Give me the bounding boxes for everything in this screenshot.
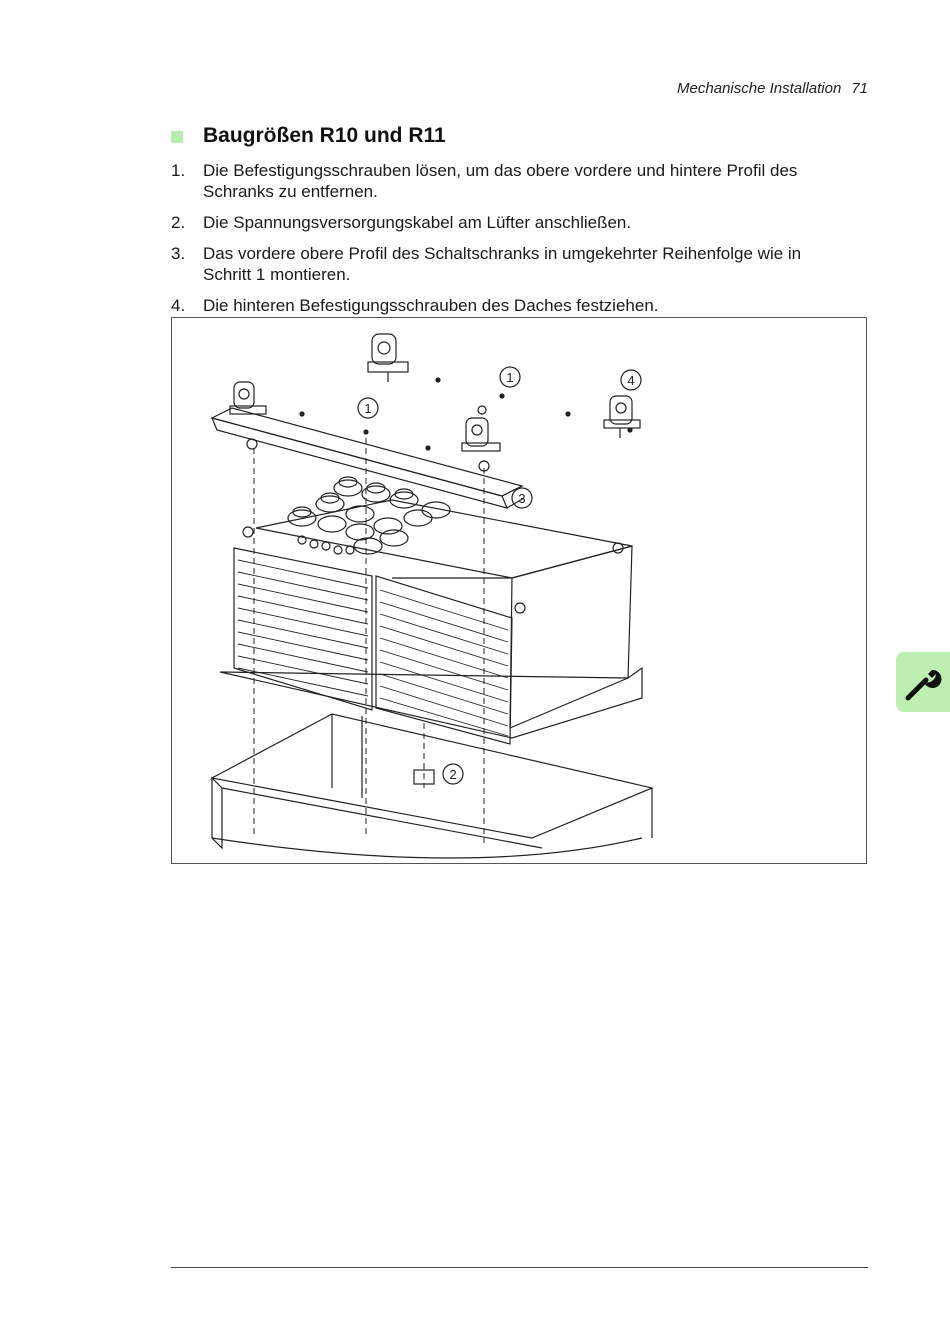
alignment-lines: [254, 438, 484, 843]
step-text: Das vordere obere Profil des Schaltschranks in umgekehrter Reihenfolge wie in Schritt 1 montieren.: [203, 244, 802, 284]
cable-glands: [288, 477, 450, 554]
section-bullet-icon: [171, 131, 183, 143]
callout-label: 4: [627, 373, 635, 388]
callout-label: 2: [449, 767, 457, 782]
front-profile-bar: [212, 408, 524, 508]
lifting-lug-icon: [462, 418, 500, 451]
list-item: [171, 295, 841, 316]
section-title: Baugrößen R10 und R11: [203, 124, 446, 147]
callout-label: 1: [364, 401, 372, 416]
step-number: 3.: [171, 244, 186, 263]
fan-assembly-drawing: [172, 318, 868, 865]
lifting-lug-icon: [368, 334, 408, 382]
callout-label: 3: [518, 491, 526, 506]
step-text: Die hinteren Befestigungsschrauben des Daches festziehen.: [203, 296, 659, 315]
running-header: [677, 80, 868, 97]
section-heading: [171, 124, 446, 148]
footer-rule: [171, 1267, 868, 1268]
page-number: 71: [851, 80, 868, 97]
callout-1a: [500, 367, 520, 387]
callout-label: 1: [506, 370, 514, 385]
chapter-tab: [896, 652, 950, 712]
cabinet-frame: [212, 714, 652, 858]
lifting-lug-icon: [604, 396, 640, 438]
louvre-grille: [238, 560, 508, 736]
chapter-title: Mechanische Installation: [677, 80, 842, 97]
step-text: Die Befestigungsschrauben lösen, um das obere vordere und hintere Profil des Schranks zu entfernen.: [203, 161, 798, 201]
step-number: 4.: [171, 296, 186, 315]
installation-figure: [171, 317, 867, 864]
callout-1b: [358, 398, 378, 418]
list-item: [171, 212, 841, 233]
list-item: [171, 160, 841, 202]
fan-unit: [220, 500, 642, 744]
step-text: Die Spannungsversorgungskabel am Lüfter anschließen.: [203, 213, 632, 232]
callout-3: [512, 488, 532, 508]
instruction-list: [171, 160, 841, 326]
callout-4: [621, 370, 641, 390]
list-item: [171, 243, 841, 285]
callout-2: [443, 764, 463, 784]
wrench-icon: [902, 660, 944, 704]
step-number: 2.: [171, 213, 186, 232]
step-number: 1.: [171, 161, 186, 180]
